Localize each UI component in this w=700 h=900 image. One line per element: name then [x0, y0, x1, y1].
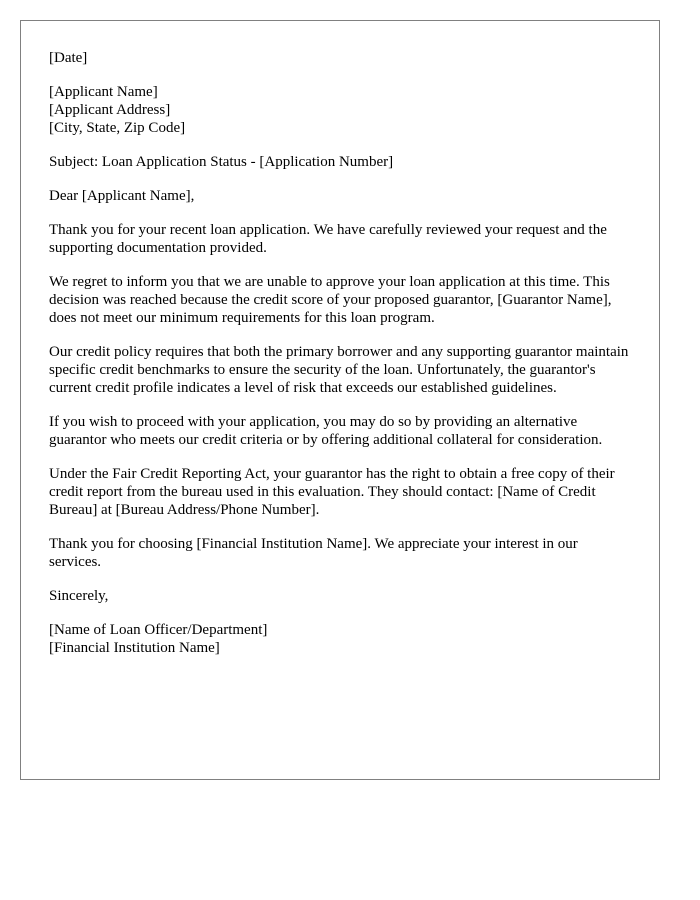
body-paragraph-1: Thank you for your recent loan application. We have carefully reviewed your request and the supporting documentation provided. [49, 222, 607, 256]
letter-date: [Date] [49, 50, 88, 66]
subject-block [49, 153, 631, 171]
date-block [49, 49, 631, 67]
signature-institution: [Financial Institution Name] [49, 640, 220, 656]
recipient-name: [Applicant Name] [49, 84, 158, 100]
letter-page [20, 20, 660, 780]
letter-salutation: Dear [Applicant Name], [49, 188, 195, 204]
letter-closing: Sincerely, [49, 588, 109, 604]
recipient-address: [Applicant Address] [49, 102, 171, 118]
closing-block [49, 587, 631, 605]
recipient-city-state-zip: [City, State, Zip Code] [49, 120, 186, 136]
salutation-block [49, 187, 631, 205]
body-paragraph-2: We regret to inform you that we are unable to approve your loan application at this time. This decision was reached because the credit score of your proposed guarantor, [Guarantor Name], does not meet our minimum requirements for this loan program. [49, 274, 612, 326]
body-paragraph-5: Under the Fair Credit Reporting Act, your guarantor has the right to obtain a free copy of their credit report from the bureau used in this evaluation. They should contact: [Name of Credit Bureau] at [Bureau Address/Phone Number]. [49, 466, 615, 518]
signature-block [49, 621, 631, 657]
body-paragraph-4: If you wish to proceed with your application, you may do so by providing an alternative guarantor who meets our credit criteria or by offering additional collateral for consideration. [49, 414, 603, 448]
recipient-address-block [49, 83, 631, 137]
letter-subject: Subject: Loan Application Status - [Application Number] [49, 154, 394, 170]
signature-officer: [Name of Loan Officer/Department] [49, 622, 268, 638]
body-paragraph-3: Our credit policy requires that both the primary borrower and any supporting guarantor maintain specific credit benchmarks to ensure the security of the loan. Unfortunately, the guarantor's current credit profile indicates a level of risk that exceeds our established guidelines. [49, 344, 629, 396]
body-paragraph-6: Thank you for choosing [Financial Institution Name]. We appreciate your interest in our services. [49, 536, 578, 570]
